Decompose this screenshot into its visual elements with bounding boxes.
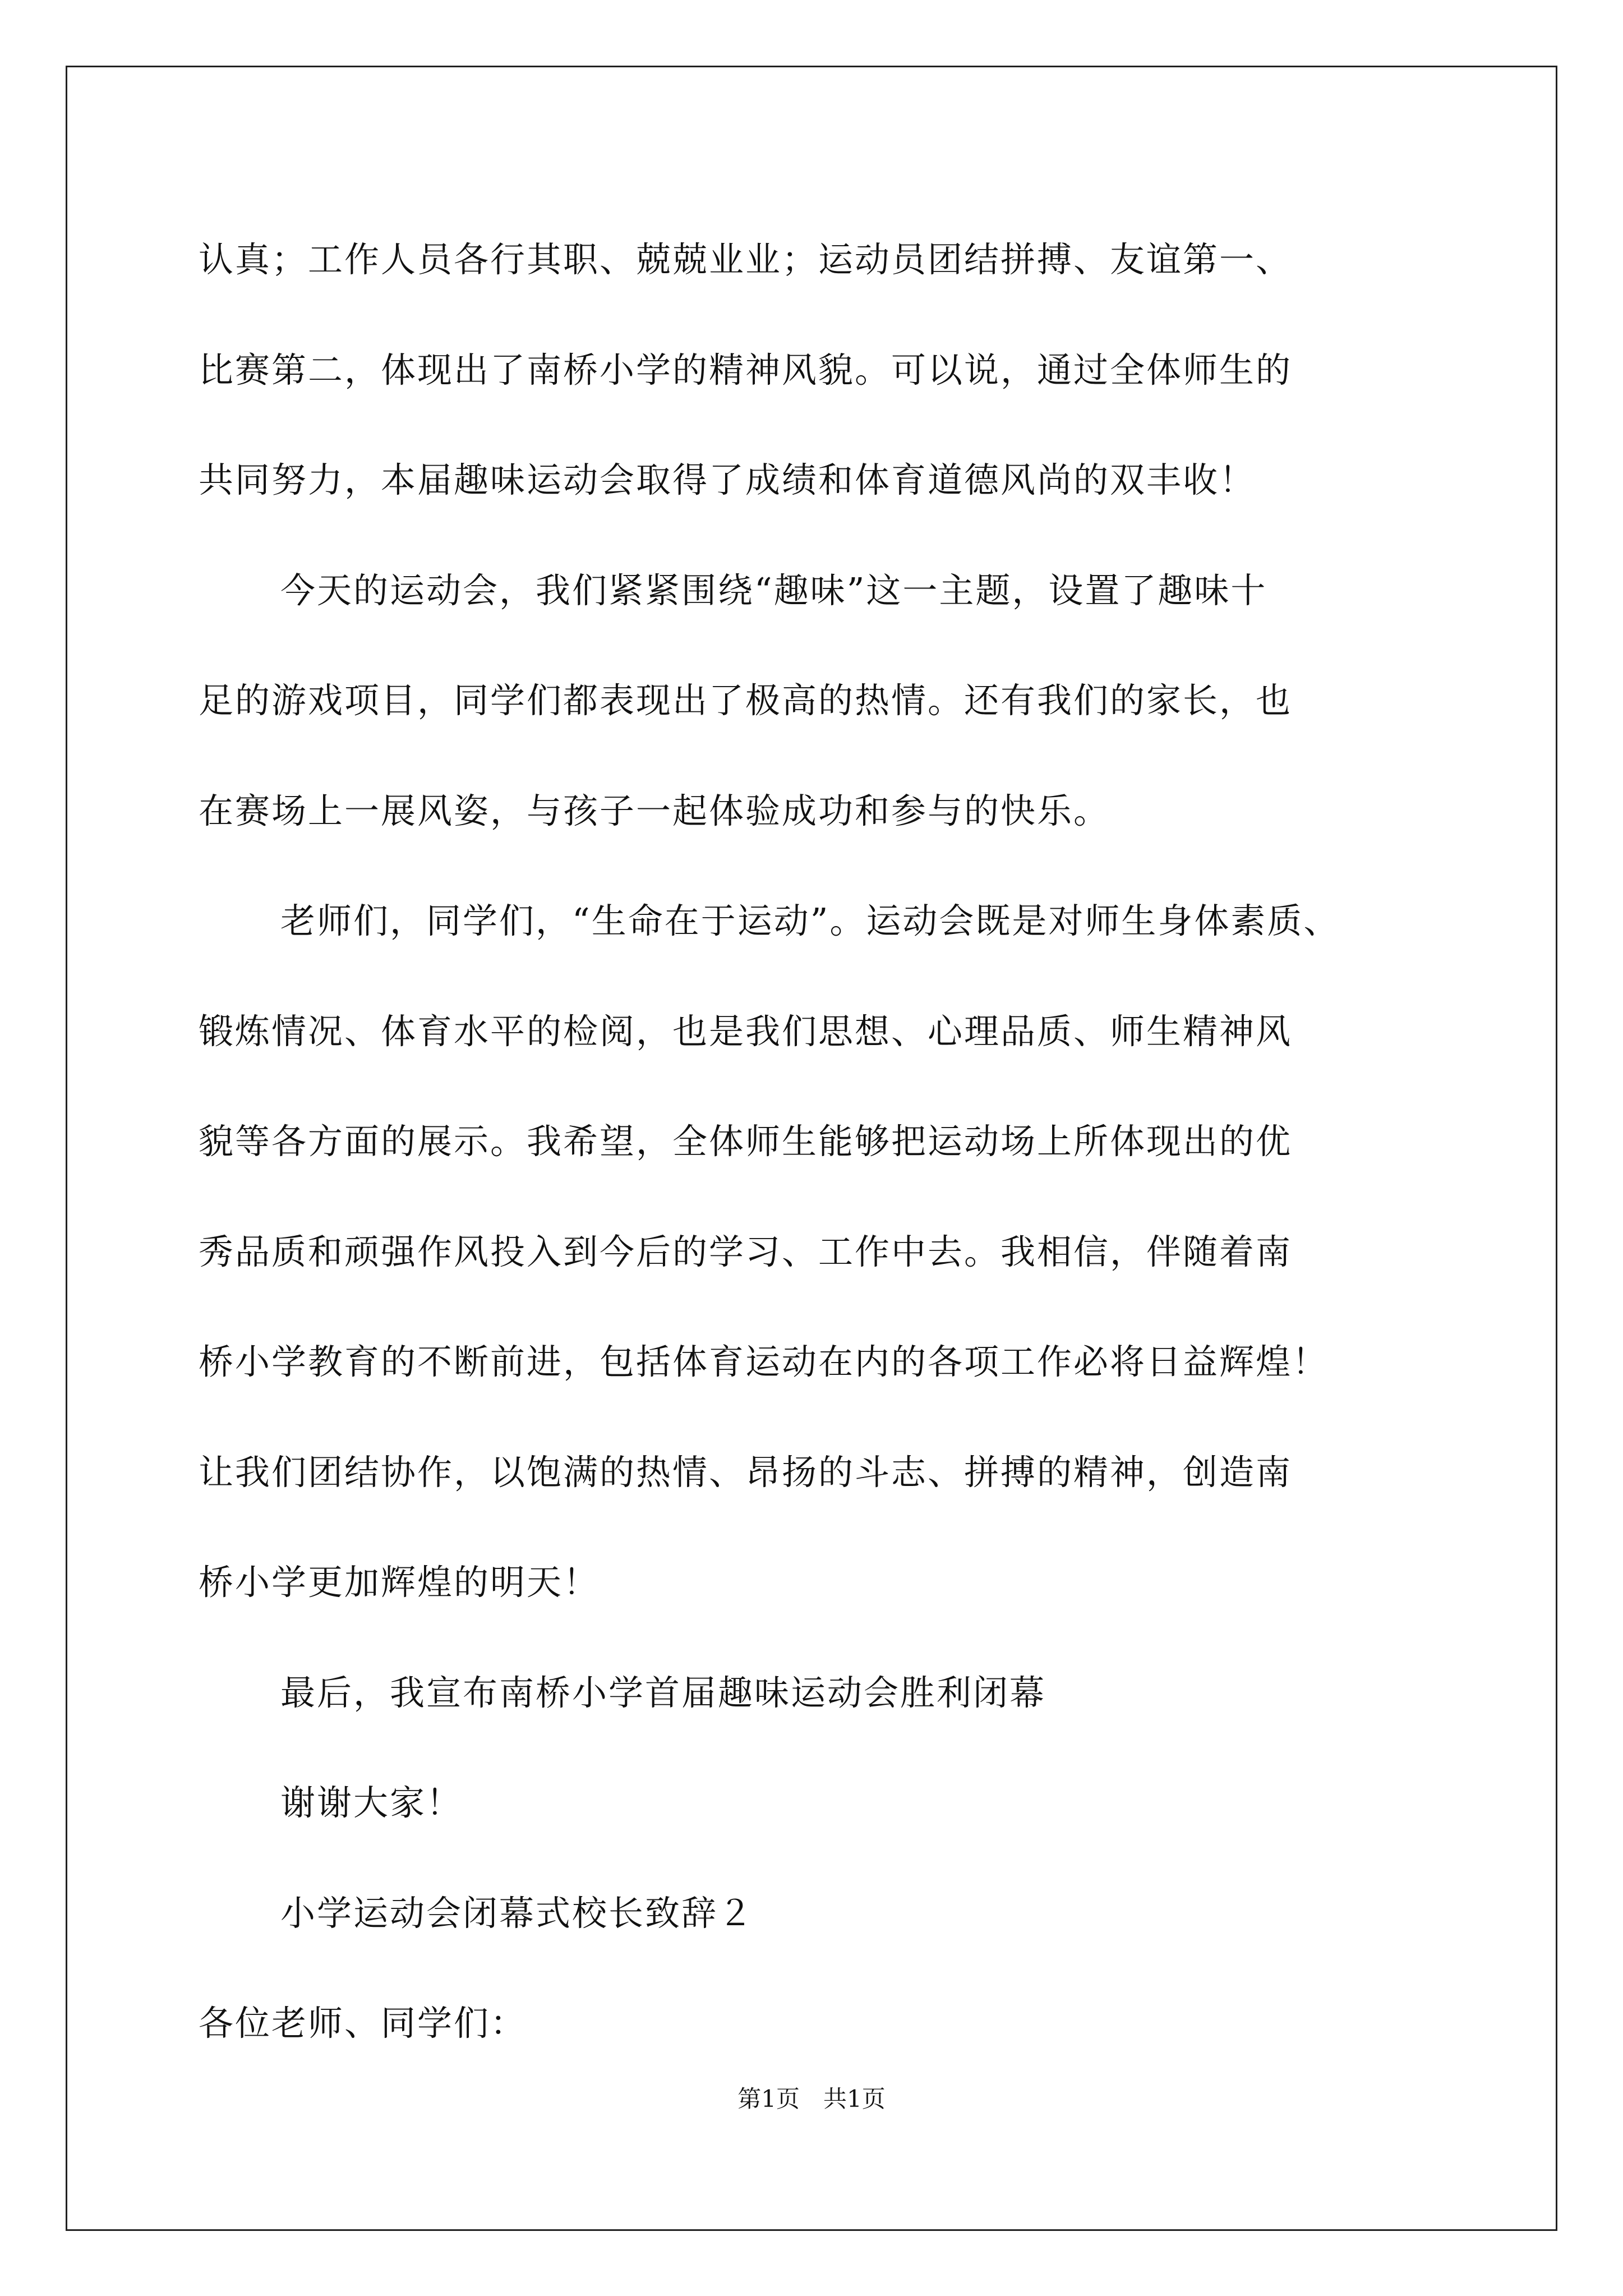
paragraph-line: 在赛场上一展风姿，与孩子一起体验成功和参与的快乐。 xyxy=(199,790,1110,831)
paragraph-line: 貌等各方面的展示。我希望，全体师生能够把运动场上所体现出的优 xyxy=(199,1121,1293,1162)
paragraph-line: 比赛第二，体现出了南桥小学的精神风貌。可以说，通过全体师生的 xyxy=(199,349,1293,390)
paragraph-line: 桥小学教育的不断前进，包括体育运动在内的各项工作必将日益辉煌！ xyxy=(199,1341,1329,1382)
page-number: 第1页 共1页 xyxy=(737,2085,886,2113)
paragraph-line: 认真；工作人员各行其职、兢兢业业；运动员团结拼搏、友谊第一、 xyxy=(199,239,1293,280)
salutation-line: 各位老师、同学们： xyxy=(199,2003,527,2044)
paragraph-line: 足的游戏项目，同学们都表现出了极高的热情。还有我们的家长，也 xyxy=(199,680,1293,721)
document-body xyxy=(199,205,1455,2079)
paragraph-line: 谢谢大家！ xyxy=(280,1782,463,1823)
paragraph-line: 今天的运动会，我们紧紧围绕“趣味”这一主题，设置了趣味十 xyxy=(280,569,1267,611)
section-heading: 小学运动会闭幕式校长致辞２ xyxy=(280,1892,755,1934)
paragraph-line: 共同努力，本届趣味运动会取得了成绩和体育道德风尚的双丰收！ xyxy=(199,459,1256,500)
paragraph-line: 让我们团结协作，以饱满的热情、昂扬的斗志、拼搏的精神，创造南 xyxy=(199,1451,1293,1493)
paragraph-line: 桥小学更加辉煌的明天！ xyxy=(199,1562,600,1603)
paragraph-line: 老师们，同学们，“生命在于运动”。运动会既是对师生身体素质、 xyxy=(280,900,1340,941)
paragraph-line: 秀品质和顽强作风投入到今后的学习、工作中去。我相信，伴随着南 xyxy=(199,1231,1293,1272)
paragraph-line: 最后，我宣布南桥小学首届趣味运动会胜利闭幕 xyxy=(280,1672,1046,1713)
paragraph-line: 锻炼情况、体育水平的检阅，也是我们思想、心理品质、师生精神风 xyxy=(199,1010,1293,1052)
